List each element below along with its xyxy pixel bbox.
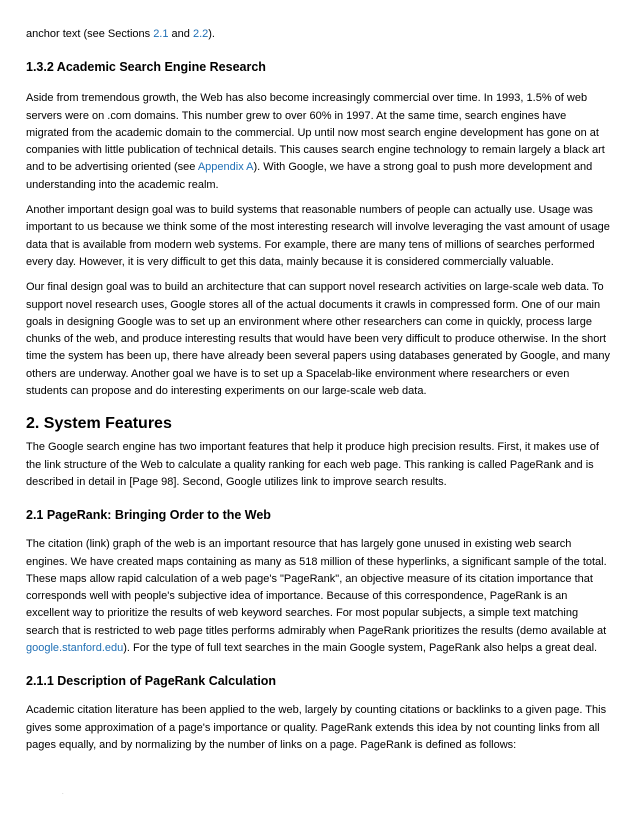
paragraph-usage: Another important design goal was to build systems that reasonable numbers of people can actually use. Usage was important to us because we think some of the most interesting research will involve leveraging the vast amount of usage data that is available from modern web systems. For example, there are many tens of millions of searches performed every day. However, it is very difficult to get this data, mainly because it is considered commercially valuable. xyxy=(26,204,610,268)
paragraph-citation-text-end: ). For the type of full text searches in the main Google system, PageRank also helps a great deal. xyxy=(123,642,598,655)
paragraph-growth xyxy=(26,90,612,194)
intro-text-mid: and xyxy=(168,28,193,40)
paragraph-features: The Google search engine has two important features that help it produce high precision results. First, it makes use of the link structure of the Web to calculate a quality ranking for each web page. This ranking is called PageRank and is described in detail in [Page 98]. Second, Google utilizes link to improve search results. xyxy=(26,441,599,488)
google-stanford-link[interactable]: google.stanford.edu xyxy=(26,642,124,655)
heading-2-1-pagerank: 2.1 PageRank: Bringing Order to the Web xyxy=(26,508,271,523)
paragraph-growth-text-end: ). With Google, we have a strong goal to push more development and understanding into the academic realm. xyxy=(26,161,593,191)
appendix-a-link[interactable]: Appendix A xyxy=(197,161,254,174)
paragraph-citation-graph xyxy=(26,536,612,657)
section-2-2-link[interactable]: 2.2 xyxy=(192,28,209,40)
intro-line xyxy=(26,26,612,43)
paragraph-citation-text: The citation (link) graph of the web is an important resource that has largely gone unused in existing web search engines. We have created maps containing as many as 518 million of these hyperlinks, a significant sample of the total. These maps allow rapid calculation of a web page's "PageRank", an objective measure of its citation importance that corresponds well with people's subjective idea of importance. Because of this correspondence, PageRank is an excellent way to prioritize the results of web keyword searches. For most popular subjects, a simple text matching search that is restricted to web page titles performs admirably when PageRank prioritizes the results (demo available at xyxy=(26,538,607,637)
footer-mark: . xyxy=(62,790,64,796)
section-2-1-link[interactable]: 2.1 xyxy=(153,28,169,40)
heading-2-1-1-description: 2.1.1 Description of PageRank Calculation xyxy=(26,674,277,689)
heading-1-3-2: 1.3.2 Academic Search Engine Research xyxy=(26,60,266,75)
paragraph-pagerank-definition: Academic citation literature has been applied to the web, largely by counting citations or backlinks to a given page. This gives some approximation of a page's importance or quality. PageRank extends this idea by not counting links from all pages equally, and by normalizing by the number of links on a page. PageRank is defined as follows: xyxy=(26,704,607,751)
paragraph-architecture: Our final design goal was to build an architecture that can support novel research activities on large-scale web data. To support novel research uses, Google stores all of the actual documents it crawls in compressed form. One of our main goals in designing Google was to set up an environment where other researchers can come in quickly, process large chunks of the web, and produce interesting results that would have been very difficult to produce otherwise. In the short time the system has been up, there have already been several papers using databases generated by Google, and many others are underway. Another goal we have is to set up a Spacelab-like environment where researchers or even students can propose and do interesting experiments on our large-scale web data. xyxy=(26,281,610,398)
intro-text-end: ). xyxy=(208,28,215,40)
paragraph-growth-text: Aside from tremendous growth, the Web has also become increasingly commercial over time. In 1993, 1.5% of web servers were on .com domains. This number grew to over 60% in 1997. At the same time, search engines have migrated from the academic domain to the commercial. Up until now most search engine development has gone on at companies with little publication of technical details. This causes search engine technology to remain largely a black art and to be advertising oriented (see xyxy=(26,92,605,174)
heading-2-system-features: 2. System Features xyxy=(26,415,172,433)
intro-text: anchor text (see Sections xyxy=(26,28,154,40)
